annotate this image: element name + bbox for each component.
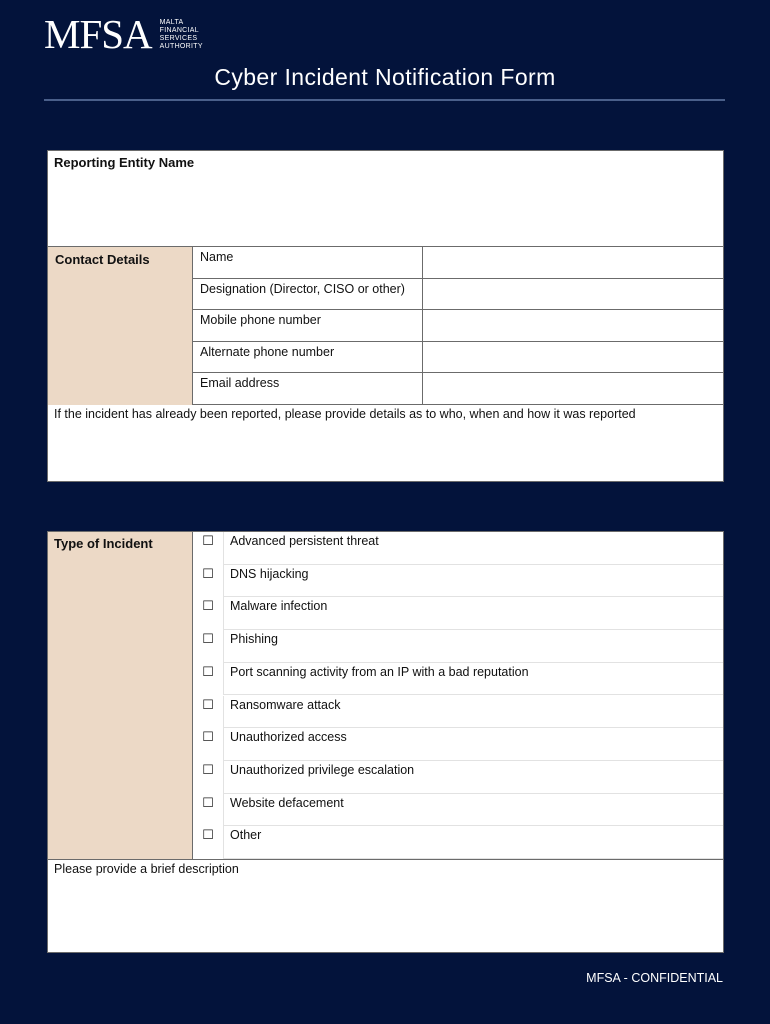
contact-field-label: Designation (Director, CISO or other) (200, 281, 405, 296)
incident-type-label: Type of Incident (54, 536, 153, 551)
reporting-entity-label: Reporting Entity Name (54, 155, 195, 170)
incident-option-cell (223, 728, 723, 761)
incident-option-cell (223, 630, 723, 663)
incident-option (193, 728, 723, 761)
incident-option-label: Website defacement (230, 795, 344, 810)
incident-option-label: Advanced persistent threat (230, 534, 379, 548)
incident-option (193, 663, 723, 696)
incident-option (193, 696, 723, 729)
incident-option-label: Malware infection (230, 599, 328, 614)
incident-type-header (48, 532, 193, 859)
brief-description-label: Please provide a brief description (54, 862, 239, 876)
incident-option-label: DNS hijacking (230, 566, 309, 581)
contact-row-mobile (193, 310, 723, 342)
logo-sub-line: FINANCIAL (159, 27, 199, 34)
incident-option (193, 761, 723, 794)
logo-sub-line: AUTHORITY (159, 43, 203, 50)
contact-row-name (193, 247, 723, 279)
incident-option (193, 826, 723, 859)
logo-subtitle (160, 19, 203, 51)
incident-option-cell (223, 532, 723, 565)
incident-option-cell (223, 663, 723, 696)
checkbox-icon[interactable]: ☐ (202, 663, 214, 679)
reporting-entity-field[interactable] (48, 151, 723, 247)
mobile-phone-input[interactable] (422, 310, 723, 341)
checkbox-icon[interactable]: ☐ (202, 827, 214, 843)
checkbox-icon[interactable]: ☐ (202, 598, 214, 614)
contact-details-label: Contact Details (55, 252, 150, 267)
contact-field-label: Alternate phone number (200, 344, 335, 359)
name-input[interactable] (422, 247, 723, 278)
incident-option (193, 565, 723, 598)
incident-option-label: Unauthorized access (230, 730, 347, 745)
page-title: Cyber Incident Notification Form (214, 64, 556, 90)
incident-option-label: Phishing (230, 632, 278, 647)
incident-option (193, 794, 723, 827)
contact-field-label: Email address (200, 376, 280, 391)
mfsa-logo (44, 11, 203, 57)
contact-field-label: Name (200, 250, 234, 264)
already-reported-label: If the incident has already been reported, please provide details as to who, when and how it was reported (54, 407, 636, 421)
contact-details-header (48, 247, 193, 405)
contact-row-designation (193, 279, 723, 311)
incident-option-label: Other (230, 828, 262, 843)
alternate-phone-input[interactable] (422, 342, 723, 373)
checkbox-icon[interactable]: ☐ (202, 565, 214, 581)
checkbox-icon[interactable]: ☐ (202, 794, 214, 810)
checkbox-icon[interactable]: ☐ (202, 729, 214, 745)
logo-sub-line: SERVICES (159, 35, 198, 42)
checkbox-icon[interactable]: ☐ (202, 533, 214, 548)
contact-row-alt-phone (193, 342, 723, 374)
logo-sub-line: MALTA (159, 19, 184, 26)
logo-wordmark: MFSA (44, 11, 152, 57)
already-reported-field[interactable] (48, 405, 723, 481)
incident-option-label: Unauthorized privilege escalation (230, 762, 415, 777)
email-input[interactable] (422, 373, 723, 404)
incident-option-cell (223, 826, 723, 859)
incident-type-panel (47, 531, 724, 953)
incident-option-cell (223, 794, 723, 827)
entity-contact-panel (47, 150, 724, 482)
incident-option-cell (223, 696, 723, 729)
contact-field-label: Mobile phone number (200, 313, 321, 328)
incident-option-cell (223, 761, 723, 794)
incident-option-label: Port scanning activity from an IP with a bad reputation (230, 664, 529, 679)
checkbox-icon[interactable]: ☐ (202, 631, 214, 647)
confidential-footer: MFSA - CONFIDENTIAL (586, 971, 723, 985)
designation-input[interactable] (422, 279, 723, 310)
incident-option-cell (223, 565, 723, 598)
title-divider (44, 99, 725, 101)
incident-option (193, 597, 723, 630)
brief-description-field[interactable] (48, 859, 723, 952)
contact-row-email (193, 373, 723, 405)
checkbox-icon[interactable]: ☐ (202, 761, 214, 777)
incident-option (193, 630, 723, 663)
incident-option-cell (223, 597, 723, 630)
incident-option (193, 532, 723, 565)
incident-option-label: Ransomware attack (230, 697, 341, 712)
checkbox-icon[interactable]: ☐ (202, 696, 214, 712)
